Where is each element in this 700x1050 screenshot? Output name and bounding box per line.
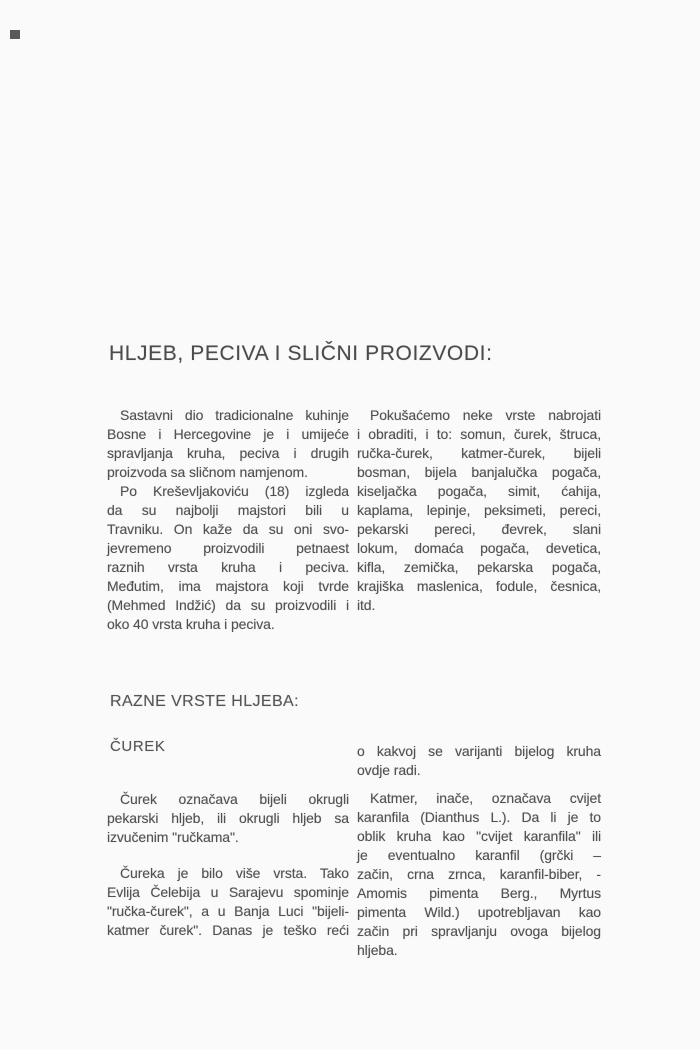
- text-line: da su najbolji majstori bili u: [107, 502, 349, 518]
- paragraph: [357, 406, 601, 615]
- paragraph: [107, 790, 349, 847]
- paragraph: [107, 864, 349, 940]
- text-line: itd.: [357, 597, 376, 613]
- text-line: začin pri spravljanju ovoga bijelog: [357, 923, 601, 939]
- page-title: HLJEB, PECIVA I SLIČNI PROIZVODI:: [109, 342, 493, 365]
- text-line: Po Kreševljakoviću (18) izgleda: [120, 483, 349, 499]
- curek-left-column: [107, 790, 349, 940]
- text-line: krajiška maslenica, fodule, česnica,: [357, 578, 601, 594]
- text-line: Čureka je bilo više vrsta. Tako: [120, 865, 349, 881]
- text-line: "ručka-čurek", a u Banja Luci "bijeli-: [107, 903, 349, 919]
- curek-right-column: [357, 742, 601, 960]
- text-line: Travniku. On kaže da su oni svo-: [107, 521, 349, 537]
- text-line: oblik kruha kao "cvijet karanfila" ili: [357, 828, 601, 844]
- intro-left-column: [107, 406, 349, 634]
- section-heading-razne-vrste-hljeba: RAZNE VRSTE HLJEBA:: [110, 693, 299, 710]
- text-line: je eventualno karanfil (grčki –: [357, 847, 601, 863]
- text-line: i obraditi, i to: somun, čurek, štruca,: [357, 426, 601, 442]
- text-line: spravljanja kruha, peciva i drugih: [107, 445, 349, 461]
- intro-right-column: [357, 406, 601, 615]
- text-line: kifla, zemička, pekarska pogača,: [357, 559, 601, 575]
- text-line: lokum, domaća pogača, devetica,: [357, 540, 601, 556]
- text-line: oko 40 vrsta kruha i peciva.: [107, 616, 275, 632]
- text-line: proizvoda sa sličnom namjenom.: [107, 464, 308, 480]
- text-line: o kakvoj se varijanti bijelog kruha: [357, 743, 601, 759]
- text-line: bosman, bijela banjalučka pogača,: [357, 464, 601, 480]
- text-line: karanfila (Dianthus L.). Da li je to: [357, 809, 601, 825]
- text-line: Bosne i Hercegovine je i umijeće: [107, 426, 349, 442]
- text-line: hljeba.: [357, 942, 398, 958]
- subsection-heading-curek: ČUREK: [110, 738, 166, 755]
- paragraph: [357, 789, 601, 960]
- text-line: (Mehmed Indžić) da su proizvodili i: [107, 597, 349, 613]
- text-line: ručka-čurek, katmer-čurek, bijeli: [357, 445, 601, 461]
- paragraph: [357, 742, 601, 780]
- text-line: Pokušaćemo neke vrste nabrojati: [370, 407, 601, 423]
- text-line: izvučenim "ručkama".: [107, 829, 239, 845]
- text-line: Evlija Čelebija u Sarajevu spominje: [107, 884, 349, 900]
- text-line: Čurek označava bijeli okrugli: [120, 791, 349, 807]
- text-line: pekarski pereci, đevrek, slani: [357, 521, 601, 537]
- text-line: kiseljačka pogača, simit, ćahija,: [357, 483, 601, 499]
- text-line: Katmer, inače, označava cvijet: [370, 790, 601, 806]
- text-line: kaplama, lepinje, peksimeti, pereci,: [357, 502, 601, 518]
- text-line: pimenta Wild.) upotrebljavan kao: [357, 904, 601, 920]
- text-line: katmer čurek". Danas je teško reći: [107, 922, 349, 938]
- text-line: Amomis pimenta Berg., Myrtus: [357, 885, 601, 901]
- text-line: pekarski hljeb, ili okrugli hljeb sa: [107, 810, 349, 826]
- text-line: začin, crna zrnca, karanfil-biber, -: [357, 866, 601, 882]
- paragraph: [107, 406, 349, 482]
- text-line: ovdje radi.: [357, 762, 421, 778]
- scan-ink-mark: [10, 30, 20, 39]
- paragraph: [107, 482, 349, 634]
- text-line: jevremeno proizvodili petnaest: [107, 540, 349, 556]
- text-line: Međutim, ima majstora koji tvrde: [107, 578, 349, 594]
- text-line: Sastavni dio tradicionalne kuhinje: [120, 407, 349, 423]
- text-line: raznih vrsta kruha i peciva.: [107, 559, 349, 575]
